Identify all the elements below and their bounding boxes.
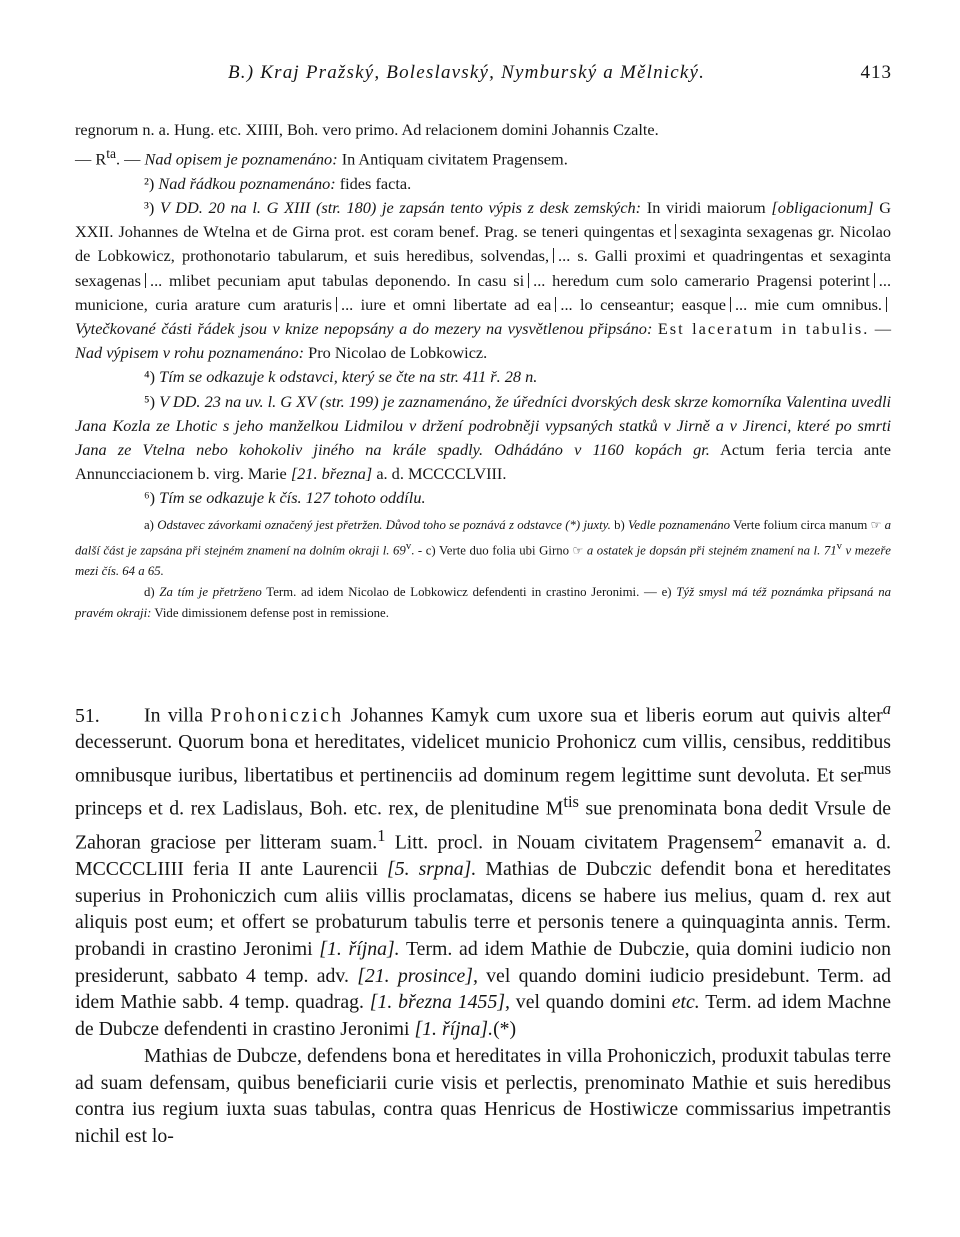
- footnote-2: ²) Nad řádkou poznamenáno: fides facta.: [144, 173, 412, 193]
- gap-marker: [886, 297, 887, 312]
- gap-marker: [553, 248, 554, 263]
- variant-notes: [75, 515, 891, 624]
- variant-note-a-b: a) Odstavec závorkami označený jest přetržen. Důvod toho se poznává z odstavce (*) juxty. b) Vedle poznamenáno Verte folium circa manum ☞ a další část je zapsána při stejném znamení na dolním okraji l. 69$^v$. - c) Verte duo folia ubi Girno ☞ a ostatek je dopsán při stejném znamení na l. 71$^v$ v mezeře mezi čís. 64 a 65.: [75, 517, 892, 578]
- footnotes-block: [75, 118, 891, 624]
- gap-marker: [555, 297, 556, 312]
- footnote-3: ³) V DD. 20 na l. G XIII (str. 180) je zapsán tento výpis z desk zemských: In viridi maiorum [obligacionum] G XXII. Johannes de Wtelna et de Girna prot. est coram benef. Prag. se teneri quingentas et sexaginta sexagenas gr. Nicolao de Lobkowicz, prothonotario tabularum, et suis heredibus, solvendas, ... s. Galli proximi et quadringentas et sexaginta sexagenas ... mlibet pecuniam aput tabulas deponendo. In casu si ... heredum cum solo camerario Pragensi poterint ... municione, curia arature cum araturis ... iure et omni libertate ad ea ... lo censeantur; easque ... mie cum omnibus.Vytečkované části řádek jsou v knize nepopsány a do mezery na vysvětlenou připsáno: Est laceratum in tabulis. —Nad výpisem v rohu poznamenáno: Pro Nicolao de Lobkowicz.: [75, 198, 892, 363]
- footnote-6: ⁶) Tím se odkazuje k čís. 127 tohoto oddílu.: [144, 488, 426, 508]
- entry-51: [75, 696, 891, 1150]
- running-header: [0, 62, 960, 92]
- gap-marker: [528, 273, 529, 288]
- running-title: B.) Kraj Pražský, Boleslavský, Nymburský a Mělnický.: [228, 62, 706, 83]
- footnote-4: ⁴) Tím se odkazuje k odstavci, který se čte na str. 411 ř. 28 n.: [144, 367, 538, 387]
- entry-paragraph-2: Mathias de Dubcze, defendens bona et hereditates in villa Prohoniczich, produxit tabulas terre ad suam defensam, quibus beneficiarii curie visis et perlectis, prenominato Mathie et suis heredibus contra ius regium iuxta suas tabulas, contra quas Henricus de Hostiwicze commissarius impetrantis nichil est lo-: [75, 1044, 891, 1147]
- gap-marker: [675, 224, 676, 239]
- footnote-1: regnorum n. a. Hung. etc. XIIII, Boh. vero primo. Ad relacionem domini Johannis Czalte. — $R^{ta}$. — Nad opisem je poznamenáno: In Antiquam civitatem Pragensem.: [75, 120, 659, 169]
- footnote-5: ⁵) V DD. 23 na uv. l. G XV (str. 199) je zaznamenáno, že úředníci dvorských desk skrze komorníka Valentina uvedli Jana Kozla ze Lhotic s jeho manželkou Lidmilou v držení podrobněji vypsaných statků v Jirně a v Jirenci, které po smrti Jana ze Vtelna nebo kohokoliv jiného na krále spadly. Odhádáno v 1160 kopách gr. Actum feria tercia ante Annuncciacionem b. virg. Marie [21. března] a. d. MCCCCLVIII.: [75, 391, 892, 484]
- entry-paragraph-1: 51. In villa Prohoniczich Johannes Kamyk cum uxore sua et liberis eorum aut quivis alter$^a$ decesserunt. Quorum bona et hereditates, videlicet municio Prohonicz cum villis, censibus, redditibus omnibusque iuribus, libertatibus et pertinenciis ad dominum regem legittime sunt devoluta. Et ser$^{mus}$ princeps et d. rex Ladislaus, Boh. etc. rex, de plenitudine $M^{tis}$ sue prenominata bona dedit Vrsule de Zahoran graciose per litteram suam.$^1$ Litt. procl. in Nouam civitatem Pragensem$^2$ emanavit a. d. MCCCCLIIII feria II ante Laurencii [5. srpna]. Mathias de Dubczic defendit bona et hereditates superius in Prohoniczich cum aliis villis proclamatas, dicens se habere ius melius, quam d. rex aut aliquis post eum; et offert se probaturum tabulis terre et personis tenere a quinquaginta annis. Term. probandi in crastino Jeronimi [1. října]. Term. ad idem Mathie de Dubczie, quia domini iudicio non presiderunt, sabbato 4 temp. adv. [21. prosince], vel quando domini iudicio presidebunt. Term. ad idem Mathie sabb. 4 temp. quadrag. [1. března 1455], vel quando domini etc. Term. ad idem Machne de Dubcze defendenti in crastino Jeronimi [1. října].(*): [75, 699, 891, 1041]
- gap-marker: [730, 297, 731, 312]
- gap-marker: [336, 297, 337, 312]
- variant-note-d-e: d) Za tím je přetrženo Term. ad idem Nicolao de Lobkowicz defendenti in crastino Jeronimi. — e) Týž smysl má též poznámka připsaná na pravém okraji: Vide dimissionem defense post in remissione.: [75, 584, 891, 620]
- gap-marker: [874, 273, 875, 288]
- gap-marker: [145, 273, 146, 288]
- entry-number: 51.: [75, 704, 100, 727]
- page-number: 413: [860, 62, 892, 83]
- pointing-hand-icon: ☞: [870, 517, 882, 532]
- place-name: Prohoniczich: [210, 704, 344, 727]
- pointing-hand-icon: ☞: [572, 542, 584, 557]
